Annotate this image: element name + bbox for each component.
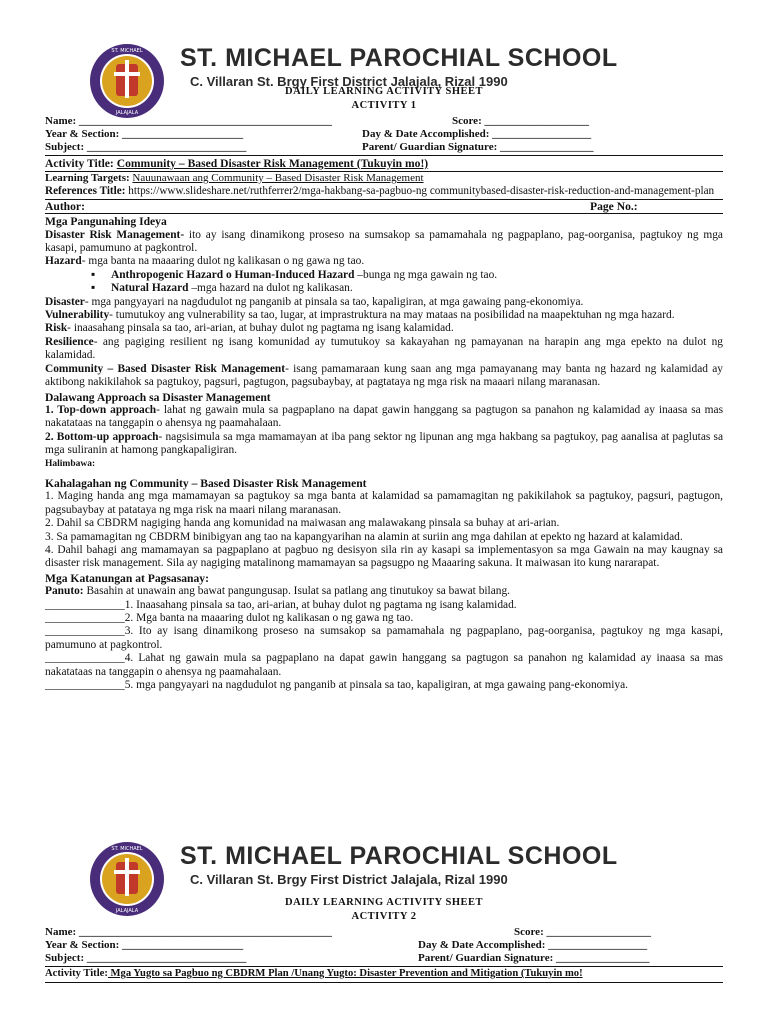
score-field[interactable]: Score: ___________________	[452, 115, 589, 127]
cbdrm-definition: Community – Based Disaster Risk Management- isang pamamaraan kung saan ang mga pamayanang may banta ng hazard ng kalamidad ay aktibong nakikilahok sa pagtukoy, pagsuri, pagtugon, pagsubaybay, at pagtataya ng mga risk na maaari nilang maranasan.	[45, 362, 723, 389]
learning-targets-row: Learning Targets: Nauunawaan ang Community – Based Disaster Risk Management	[45, 172, 424, 184]
year-section-field-2[interactable]: Year & Section: ______________________	[45, 939, 244, 951]
sheet-body	[45, 157, 723, 692]
approach-heading: Dalawang Approach sa Disaster Management	[45, 390, 271, 404]
activity-number-2: ACTIVITY 2	[351, 911, 417, 922]
activity-title-2: Mga Yugto sa Pagbuo ng CBDRM Plan /Unang Yugto: Disaster Prevention and Mitigation (Tukuyin mo!	[107, 968, 583, 979]
subject-field-2[interactable]: Subject: _____________________________	[45, 952, 247, 964]
author-row	[45, 200, 723, 214]
parent-signature-field[interactable]: Parent/ Guardian Signature: _________________	[362, 141, 594, 153]
score-field-2[interactable]: Score: ___________________	[514, 926, 651, 938]
top-down-approach: 1. Top-down approach- lahat ng gawain mula sa pagpaplano na dapat gawin hanggang sa pagtugon sa panahon ng kalamidad ay inaasa sa mas nakatataas na tanggapin o ahensya ng paamahalaan.	[45, 403, 724, 430]
drm-definition: Disaster Risk Management- ito ay isang dinamikong proseso na sumsakop sa pamamahala ng pagpaplano, pag-oorganisa, pagtukoy ng mga kasapi, pamumuno at pagkontrol.	[45, 228, 723, 255]
importance-heading: Kahalagahan ng Community – Based Disaster Risk Management	[45, 476, 367, 490]
risk-definition: Risk- inaasahang pinsala sa tao, ari-arian, at buhay dulot ng pagtama ng isang kalamidad.	[45, 322, 454, 335]
anthropogenic-hazard-item: ▪ Anthropogenic Hazard o Human-Induced Hazard –bunga ng mga gawain ng tao.	[45, 269, 723, 282]
svg-text:JALAJALA: JALAJALA	[115, 110, 139, 116]
divider-2	[45, 966, 723, 967]
parent-signature-field-2[interactable]: Parent/ Guardian Signature: _________________	[418, 952, 650, 964]
author-label: Author:	[45, 199, 85, 213]
page-number-label: Page No.:	[590, 199, 638, 213]
sheet-heading-2: DAILY LEARNING ACTIVITY SHEET	[284, 897, 483, 908]
divider-3	[45, 982, 723, 983]
exercise-item-2[interactable]: ______________2. Mga banta na maaaring dulot ng kalikasan o ng gawa ng tao.	[45, 612, 414, 624]
activity-title-row: Activity Title: Community – Based Disaster Risk Management (Tukuyin mo!)	[45, 157, 723, 172]
date-accomplished-field-2[interactable]: Day & Date Accomplished: __________________	[418, 939, 648, 951]
instructions: Panuto: Basahin at unawain ang bawat pangungusap. Isulat sa patlang ang tinutukoy sa bawat bilang.	[45, 585, 511, 598]
vulnerability-definition: Vulnerability- tumutukoy ang vulnerability sa tao, lugar, at imprastruktura na may mataas na posibilidad na maapektuhan ng mga hazard.	[45, 309, 675, 322]
year-section-field[interactable]: Year & Section: ______________________	[45, 128, 244, 140]
resilience-definition: Resilience- ang pagiging resilient ng isang komunidad ay tumutukoy sa kakayahan ng pamayanan na harapin ang mga epekto na dulot ng kalamidad.	[45, 335, 723, 362]
importance-item-4: 4. Dahil bahagi ang mamamayan sa pagpaplano at pagbuo ng desisyon sila rin ay kasapi sa implementasyon sa mga Gawain na may kaugnay sa disaster risk management. Sila ay nagiging matalinong mamamayan sa pagsugpo ng Maaaring sakuna. It maiwasan ito kung nararapat.	[45, 543, 723, 570]
disaster-definition: Disaster- mga pangyayari na nagdudulot ng panganib at pinsala sa tao, kapaligiran, at mga gawaing pang-ekonomiya.	[45, 295, 584, 308]
svg-text:ST. MICHAEL: ST. MICHAEL	[111, 48, 143, 54]
svg-text:JALAJALA: JALAJALA	[115, 908, 139, 914]
svg-text:ST. MICHAEL: ST. MICHAEL	[111, 846, 143, 852]
importance-item-1: 1. Maging handa ang mga mamamayan sa pagtukoy sa mga banta at kalamidad sa pamamagitan ng pakikilahok sa pagtukoy, pagsuri, pagtugon, pagsubaybay at patataya ng mga risk na maari nilang maranasan.	[45, 490, 723, 516]
school-name: ST. MICHAEL PAROCHIAL SCHOOL	[180, 44, 618, 72]
activity-number: ACTIVITY 1	[351, 100, 417, 111]
school-name: ST. MICHAEL PAROCHIAL SCHOOL	[180, 842, 618, 870]
divider	[45, 155, 723, 156]
halimbawa-label: Halimbawa:	[45, 458, 96, 469]
references-url[interactable]: https://www.slideshare.net/ruthferrer2/mga-hakbang-sa-pagbuo-ng communitybased-disaster-risk-reduction-and-management-plan	[128, 185, 715, 198]
bottom-up-approach: 2. Bottom-up approach- nagsisimula sa mga mamamayan at iba pang sektor ng lipunan ang mga hakbang sa pagtukoy, pag aanalisa at paglutas sa mga suliranin at hamong pangkapaligiran.	[45, 430, 723, 457]
hazard-definition: Hazard- mga banta na maaaring dulot ng kalikasan o ng gawa ng tao.	[45, 255, 365, 268]
importance-item-2: 2. Dahil sa CBDRM nagiging handa ang komunidad na maiwasan ang malawakang pinsala sa buhay at ari-arian.	[45, 517, 560, 530]
school-address: C. Villaran St. Brgy First District Jalajala, Rizal 1990	[190, 872, 508, 887]
name-field-2[interactable]: Name: ______________________________________________	[45, 926, 332, 938]
activity-title-row-2: Activity Title: Mga Yugto sa Pagbuo ng CBDRM Plan /Unang Yugto: Disaster Prevention and Mitigation (Tukuyin mo!	[45, 968, 583, 979]
learning-targets: Nauunawaan ang Community – Based Disaster Risk Management	[132, 172, 424, 184]
main-ideas-heading: Mga Pangunahing Ideya	[45, 215, 167, 229]
exercise-item-1[interactable]: ______________1. Inaasahang pinsala sa tao, ari-arian, at buhay dulot ng pagtama ng isang kalamidad.	[45, 598, 517, 611]
sheet-heading: DAILY LEARNING ACTIVITY SHEET	[284, 86, 483, 97]
exercise-item-4[interactable]: ______________4. Lahat ng gawain mula sa pagpaplano na dapat gawin hanggang sa pagtugon sa panahon ng kalamidad ay inaasa sa mas nakatataas na tanggapin o ahensya ng paamahalaan.	[45, 652, 723, 678]
activity-title: Community – Based Disaster Risk Management (Tukuyin mo!)	[116, 157, 429, 170]
name-field[interactable]: Name: ______________________________________________	[45, 115, 332, 127]
exercise-heading: Mga Katanungan at Pagsasanay:	[45, 571, 209, 585]
importance-item-3: 3. Sa pamamagitan ng CBDRM binibigyan ang tao na kapangyarihan na alamin at suriin ang mga dahilan at epekto ng hazard at kalamidad.	[45, 530, 683, 543]
subject-field[interactable]: Subject: _____________________________	[45, 141, 247, 153]
natural-hazard-item: ▪ Natural Hazard –mga hazard na dulot ng kalikasan.	[45, 282, 723, 295]
exercise-item-3[interactable]: ______________3. Ito ay isang dinamikong proseso na sumsakop sa pamamahala ng pagpaplano, pag-oorganisa, pagtukoy ng mga kasapi, pamumuno at pagkontrol.	[45, 625, 723, 651]
exercise-item-5[interactable]: ______________5. mga pangyayari na nagdudulot ng panganib at pinsala sa tao, kapaligiran, at mga gawaing pang-ekonomiya.	[45, 679, 628, 692]
school-address: C. Villaran St. Brgy First District Jalajala, Rizal 1990	[190, 74, 508, 89]
references-row: References Title: https://www.slideshare.net/ruthferrer2/mga-hakbang-sa-pagbuo-ng communitybased-disaster-risk-reduction-and-management-plan	[45, 185, 723, 199]
school-header-2	[88, 840, 688, 920]
date-accomplished-field[interactable]: Day & Date Accomplished: __________________	[362, 128, 592, 140]
